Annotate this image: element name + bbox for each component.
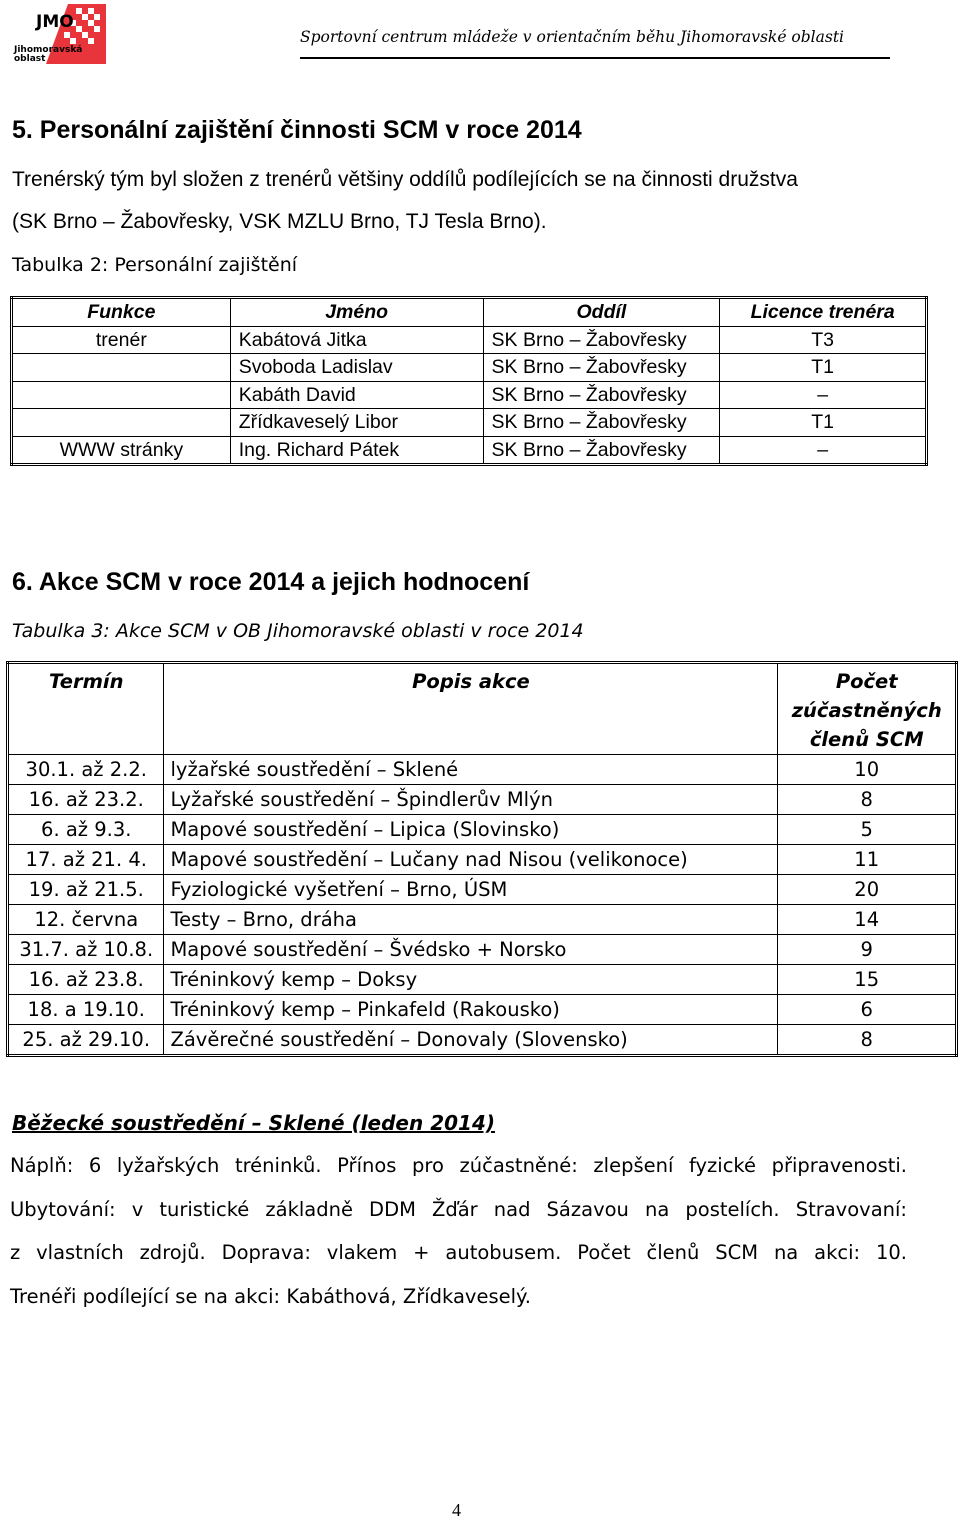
cell-pocet: 11: [778, 845, 957, 875]
camp-heading: Běžecké soustředění – Sklené (leden 2014): [12, 1111, 495, 1135]
cell-jmeno: Kabátová Jitka: [230, 326, 483, 354]
cell-popis: Mapové soustředění – Lipica (Slovinsko): [164, 815, 778, 845]
table-row: [12, 354, 927, 382]
table-row: [8, 785, 957, 815]
table-row: [8, 965, 957, 995]
cell-oddil: SK Brno – Žabovřesky: [483, 354, 720, 382]
table-row: [8, 995, 957, 1025]
col-header-licence: Licence trenéra: [720, 298, 927, 327]
cell-termin: 30.1. až 2.2.: [8, 755, 164, 785]
logo-text-bottom: Jihomoravská oblast: [14, 45, 83, 64]
col-header-oddil: Oddíl: [483, 298, 720, 327]
cell-jmeno: Svoboda Ladislav: [230, 354, 483, 382]
cell-funkce: trenér: [12, 326, 231, 354]
cell-pocet: 10: [778, 755, 957, 785]
cell-oddil: SK Brno – Žabovřesky: [483, 436, 720, 465]
cell-oddil: SK Brno – Žabovřesky: [483, 381, 720, 409]
table-row: [12, 381, 927, 409]
section6-heading: 6. Akce SCM v roce 2014 a jejich hodnocení: [12, 568, 530, 596]
section5-para-line2: (SK Brno – Žabovřesky, VSK MZLU Brno, TJ Tesla Brno).: [12, 210, 547, 233]
section5-para-line1: Trenérský tým byl složen z trenérů většiny oddílů podílejících se na činnosti družstva: [12, 168, 798, 191]
camp-line-1: Náplň: 6 lyžařských tréninků. Přínos pro zúčastněné: zlepšení fyzické připravenosti.: [10, 1154, 907, 1177]
logo-text-top: JMO: [36, 12, 74, 32]
cell-pocet: 8: [778, 785, 957, 815]
cell-pocet: 15: [778, 965, 957, 995]
cell-popis: Lyžařské soustředění – Špindlerův Mlýn: [164, 785, 778, 815]
cell-termin: 17. až 21. 4.: [8, 845, 164, 875]
cell-popis: Mapové soustředění – Švédsko + Norsko: [164, 935, 778, 965]
col-header-funkce: Funkce: [12, 298, 231, 327]
page-number: 4: [452, 1500, 461, 1520]
cell-licence: –: [720, 381, 927, 409]
cell-pocet: 20: [778, 875, 957, 905]
camp-line-4: Trenéři podílející se na akci: Kabáthová, Zřídkaveselý.: [10, 1285, 532, 1308]
cell-jmeno: Ing. Richard Pátek: [230, 436, 483, 465]
table-row: [12, 436, 927, 465]
cell-jmeno: Kabáth David: [230, 381, 483, 409]
col-header-jmeno: Jméno: [230, 298, 483, 327]
col-header-termin: Termín: [8, 663, 164, 755]
cell-popis: Testy – Brno, dráha: [164, 905, 778, 935]
table-row: [8, 905, 957, 935]
personnel-table: [10, 296, 928, 466]
cell-popis: Závěrečné soustředění – Donovaly (Slovensko): [164, 1025, 778, 1056]
cell-jmeno: Zřídkaveselý Libor: [230, 409, 483, 437]
cell-popis: Mapové soustředění – Lučany nad Nisou (velikonoce): [164, 845, 778, 875]
cell-popis: Tréninkový kemp – Pinkafeld (Rakousko): [164, 995, 778, 1025]
header-title: Sportovní centrum mládeže v orientačním běhu Jihomoravské oblasti: [300, 28, 845, 46]
cell-pocet: 14: [778, 905, 957, 935]
table-header-row: [8, 663, 957, 755]
cell-funkce: WWW stránky: [12, 436, 231, 465]
table-row: [12, 326, 927, 354]
cell-pocet: 5: [778, 815, 957, 845]
table-row: [8, 815, 957, 845]
cell-funkce: [12, 409, 231, 437]
cell-termin: 6. až 9.3.: [8, 815, 164, 845]
table-header-row: [12, 298, 927, 327]
cell-popis: Tréninkový kemp – Doksy: [164, 965, 778, 995]
cell-termin: 25. až 29.10.: [8, 1025, 164, 1056]
table2-caption: Tabulka 2: Personální zajištění: [12, 254, 298, 276]
cell-pocet: 9: [778, 935, 957, 965]
cell-licence: T3: [720, 326, 927, 354]
cell-termin: 16. až 23.8.: [8, 965, 164, 995]
cell-funkce: [12, 381, 231, 409]
cell-termin: 18. a 19.10.: [8, 995, 164, 1025]
table-row: [8, 875, 957, 905]
cell-popis: Fyziologické vyšetření – Brno, ÚSM: [164, 875, 778, 905]
col-header-popis: Popis akce: [164, 663, 778, 755]
cell-licence: T1: [720, 409, 927, 437]
table-row: [8, 845, 957, 875]
table-row: [12, 409, 927, 437]
cell-oddil: SK Brno – Žabovřesky: [483, 326, 720, 354]
cell-pocet: 6: [778, 995, 957, 1025]
table-row: [8, 755, 957, 785]
events-table: [6, 661, 958, 1057]
cell-oddil: SK Brno – Žabovřesky: [483, 409, 720, 437]
table-row: [8, 1025, 957, 1056]
jmo-logo: [6, 4, 106, 64]
table3-caption: Tabulka 3: Akce SCM v OB Jihomoravské oblasti v roce 2014: [12, 620, 584, 642]
col-header-pocet: Počet zúčastněných členů SCM: [778, 663, 957, 755]
section5-heading: 5. Personální zajištění činnosti SCM v roce 2014: [12, 116, 582, 144]
cell-licence: –: [720, 436, 927, 465]
cell-termin: 31.7. až 10.8.: [8, 935, 164, 965]
cell-termin: 12. června: [8, 905, 164, 935]
cell-licence: T1: [720, 354, 927, 382]
cell-pocet: 8: [778, 1025, 957, 1056]
header-rule: [300, 57, 890, 59]
cell-popis: lyžařské soustředění – Sklené: [164, 755, 778, 785]
table-row: [8, 935, 957, 965]
camp-line-2: Ubytování: v turistické základně DDM Žďár nad Sázavou na postelích. Stravovaní:: [10, 1198, 907, 1221]
camp-line-3: z vlastních zdrojů. Doprava: vlakem + autobusem. Počet členů SCM na akci: 10.: [10, 1241, 907, 1264]
cell-termin: 16. až 23.2.: [8, 785, 164, 815]
cell-funkce: [12, 354, 231, 382]
cell-termin: 19. až 21.5.: [8, 875, 164, 905]
